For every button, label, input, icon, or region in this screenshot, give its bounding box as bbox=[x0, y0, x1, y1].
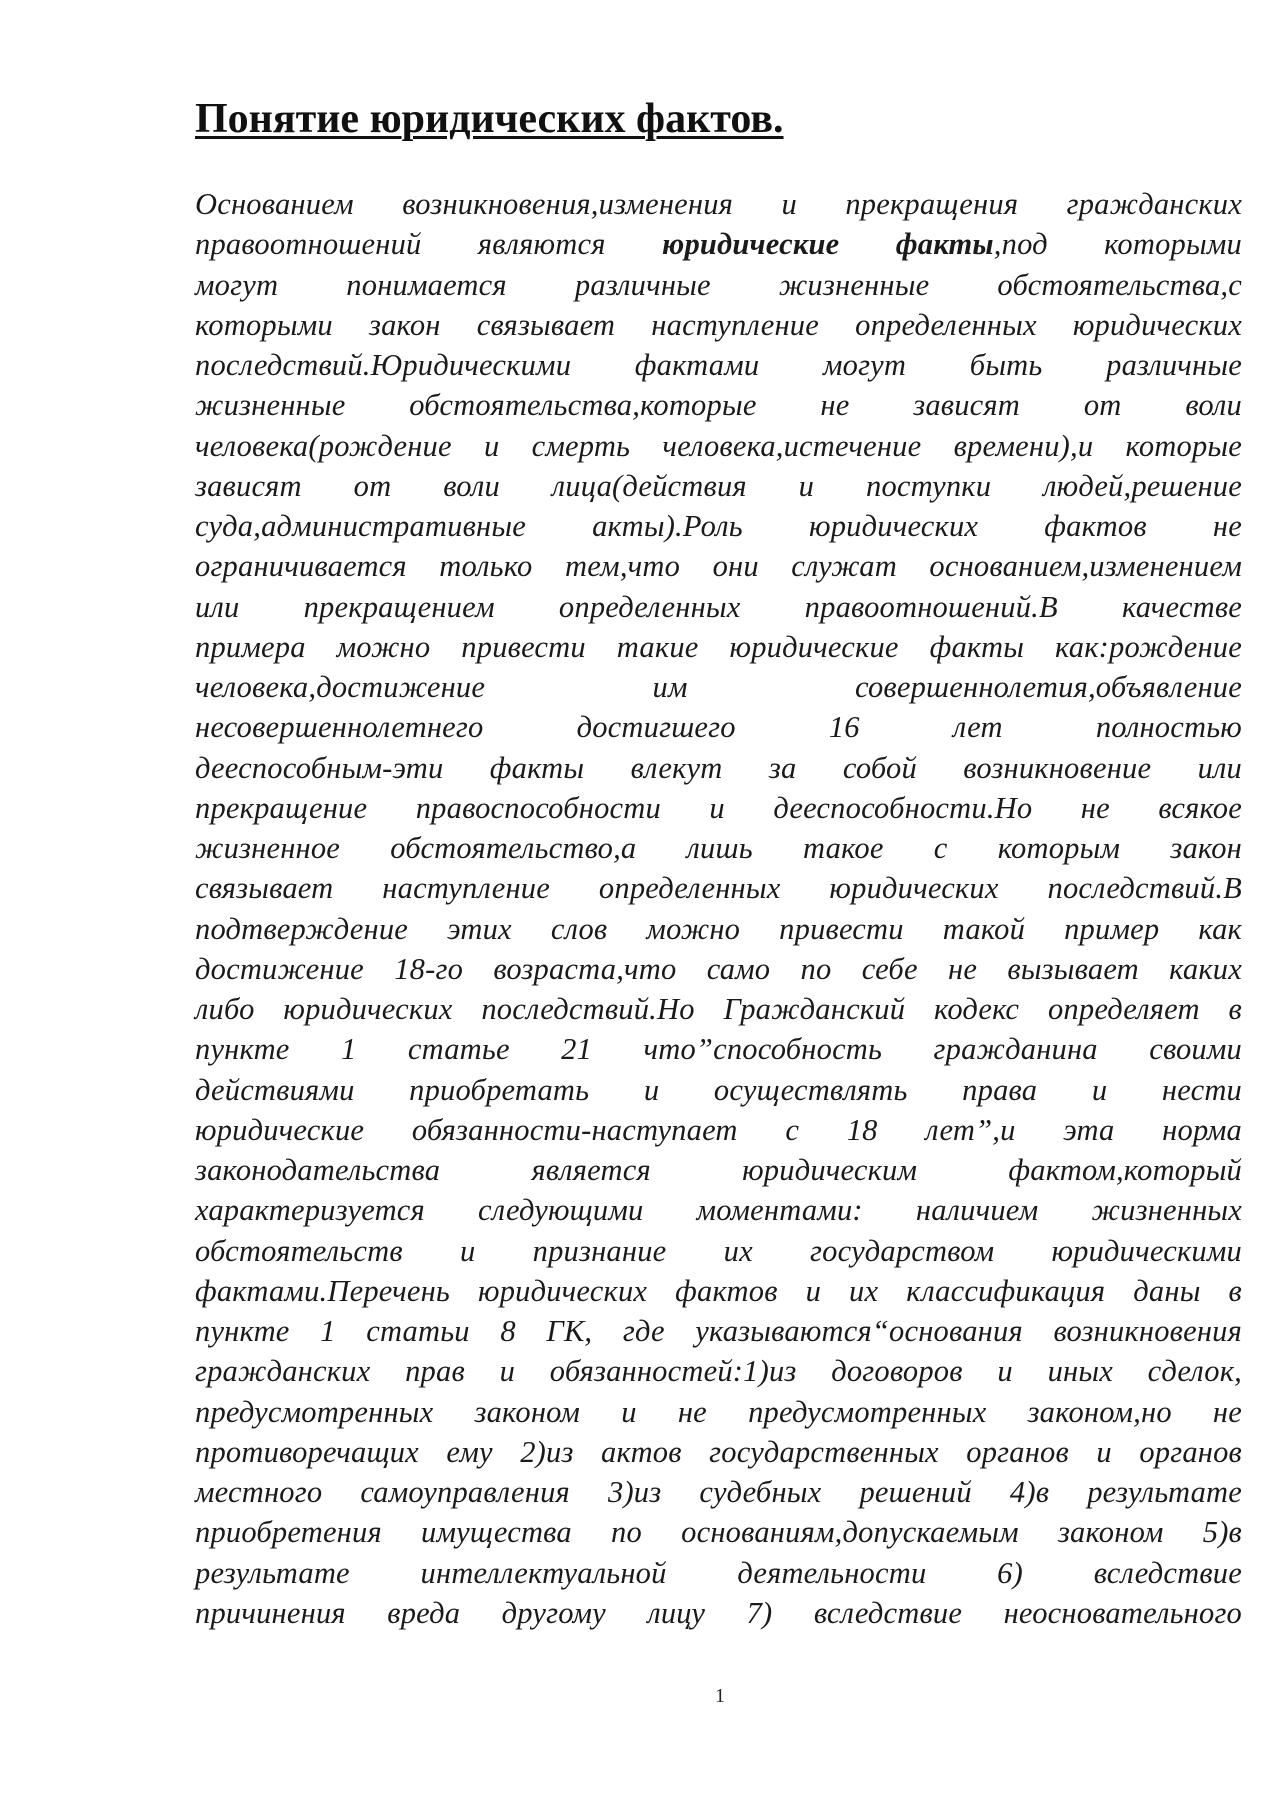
line-text: зависят от воли лица(действия и поступки людей,решение bbox=[195, 468, 1242, 503]
line-text: пункте 1 статье 21 что”способность гражданина своими bbox=[195, 1032, 1242, 1067]
line-text: местного самоуправления 3)из судебных решений 4)в результате bbox=[195, 1475, 1242, 1509]
body-line bbox=[195, 506, 1242, 546]
body-line bbox=[195, 627, 1242, 667]
line-text: законодательства является юридическим фактом,который bbox=[195, 1153, 1242, 1187]
body-line bbox=[195, 828, 1242, 868]
body-line bbox=[195, 265, 1242, 305]
line-text: прекращение правоспособности и дееспособности.Но не всякое bbox=[195, 790, 1242, 825]
line-text: фактами.Перечень юридических фактов и их классификация даны в bbox=[195, 1273, 1242, 1308]
line-text: причинения вреда другому лицу 7) вследствие неосновательного bbox=[195, 1595, 1242, 1630]
body-line bbox=[195, 224, 1242, 264]
body-line bbox=[195, 345, 1242, 385]
body-line bbox=[195, 1553, 1242, 1593]
body-line bbox=[195, 1432, 1242, 1472]
body-line bbox=[195, 909, 1242, 949]
body-line bbox=[195, 748, 1242, 788]
body-line bbox=[195, 426, 1242, 466]
line-text: несовершеннолетнего достигшего 16 лет полностью bbox=[195, 710, 1242, 745]
body-line bbox=[195, 546, 1242, 586]
line-text: которыми закон связывает наступление определенных юридических bbox=[195, 307, 1242, 342]
body-line bbox=[195, 1110, 1242, 1150]
document-body bbox=[195, 184, 1242, 1633]
line-text: результате интеллектуальной деятельности 6) вследствие bbox=[195, 1555, 1242, 1590]
body-line bbox=[195, 1512, 1242, 1552]
line-text: дееспособным-эти факты влекут за собой возникновение или bbox=[195, 750, 1242, 785]
body-line bbox=[195, 1070, 1242, 1110]
line-text: приобретения имущества по основаниям,допускаемым законом 5)в bbox=[195, 1515, 1242, 1550]
line-text: человека,достижение им совершеннолетия,объявление bbox=[195, 670, 1242, 704]
emphasized-term: юридические факты bbox=[661, 227, 994, 262]
body-line bbox=[195, 989, 1242, 1029]
line-text: жизненные обстоятельства,которые не зависят от воли bbox=[195, 388, 1242, 423]
line-text: или прекращением определенных правоотношений.В качестве bbox=[195, 589, 1242, 624]
body-line bbox=[195, 667, 1242, 707]
page-number: 1 bbox=[715, 1685, 725, 1707]
line-text: подтверждение этих слов можно привести такой пример как bbox=[195, 911, 1242, 946]
line-text: достижение 18-го возраста,что само по себе не вызывает каких bbox=[195, 951, 1242, 986]
line-text: юридические обязанности-наступает с 18 лет”,и эта норма bbox=[195, 1112, 1242, 1147]
body-line bbox=[195, 1190, 1242, 1230]
body-line bbox=[195, 868, 1242, 908]
line-text: последствий.Юридическими фактами могут быть различные bbox=[195, 348, 1242, 382]
line-text: пункте 1 статьи 8 ГК, где указываются“основания возникновения bbox=[195, 1314, 1242, 1348]
line-text: примера можно привести такие юридические факты как:рождение bbox=[195, 629, 1242, 664]
body-line bbox=[195, 1029, 1242, 1069]
body-line bbox=[195, 1472, 1242, 1512]
line-text: ограничивается только тем,что они служат основанием,изменением bbox=[195, 549, 1242, 584]
line-text: характеризуется следующими моментами: наличием жизненных bbox=[195, 1193, 1242, 1228]
line-text: действиями приобретать и осуществлять права и нести bbox=[195, 1072, 1242, 1107]
line-text: суда,административные акты).Роль юридических фактов не bbox=[195, 509, 1242, 543]
line-text: предусмотренных законом и не предусмотренных законом,но не bbox=[195, 1394, 1242, 1429]
line-text: правоотношений являются bbox=[195, 227, 662, 262]
line-text: обстоятельств и признание их государством юридическими bbox=[195, 1233, 1242, 1268]
line-text: ,под которыми bbox=[993, 227, 1242, 262]
body-line bbox=[195, 184, 1242, 224]
body-line bbox=[195, 1593, 1242, 1633]
line-text: человека(рождение и смерть человека,истечение времени),и которые bbox=[195, 428, 1242, 463]
body-line bbox=[195, 1231, 1242, 1271]
body-line bbox=[195, 788, 1242, 828]
line-text: противоречащих ему 2)из актов государственных органов и органов bbox=[195, 1434, 1242, 1469]
body-line bbox=[195, 707, 1242, 747]
body-line bbox=[195, 466, 1242, 506]
line-text: гражданских прав и обязанностей:1)из договоров и иных сделок, bbox=[195, 1354, 1242, 1389]
body-line bbox=[195, 949, 1242, 989]
body-line bbox=[195, 1311, 1242, 1351]
line-text: жизненное обстоятельство,а лишь такое с которым закон bbox=[195, 831, 1242, 865]
line-text: могут понимается различные жизненные обстоятельства,с bbox=[195, 267, 1242, 302]
body-line bbox=[195, 587, 1242, 627]
document-title: Понятие юридических фактов. bbox=[195, 96, 784, 142]
body-line bbox=[195, 385, 1242, 425]
body-line bbox=[195, 1150, 1242, 1190]
line-text: либо юридических последствий.Но Гражданский кодекс определяет в bbox=[195, 992, 1242, 1026]
body-line bbox=[195, 305, 1242, 345]
body-line bbox=[195, 1392, 1242, 1432]
line-text: связывает наступление определенных юридических последствий.В bbox=[195, 871, 1242, 906]
body-line bbox=[195, 1271, 1242, 1311]
line-text: Основанием возникновения,изменения и прекращения гражданских bbox=[195, 187, 1242, 221]
body-line bbox=[195, 1351, 1242, 1391]
